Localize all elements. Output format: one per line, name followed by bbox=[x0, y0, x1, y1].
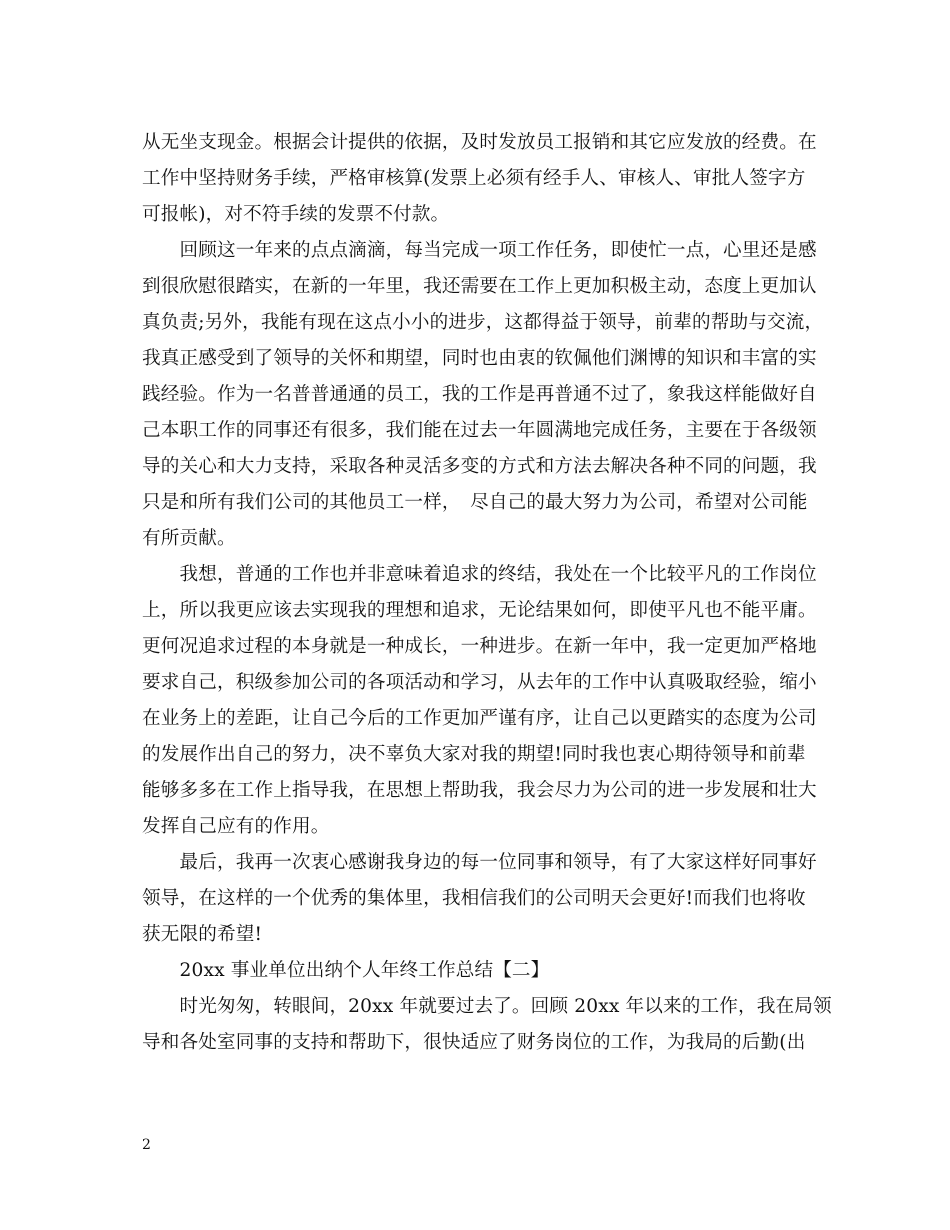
text-line: 工作中坚持财务手续，严格审核算(发票上必须有经手人、审核人、审批人签字方 bbox=[142, 168, 806, 189]
text-line: 到很欣慰很踏实，在新的一年里，我还需要在工作上更加积极主动，态度上更加认 bbox=[142, 276, 817, 297]
text-line: 践经验。作为一名普普通通的员工，我的工作是再普通不过了，象我这样能做好自 bbox=[142, 384, 817, 405]
section-heading: 20xx 事业单位出纳个人年终工作总结【二】 bbox=[142, 960, 550, 981]
text-line: 导和各处室同事的支持和帮助下，很快适应了财务岗位的工作，为我局的后勤(出 bbox=[142, 1032, 806, 1053]
text-line: 在业务上的差距，让自己今后的工作更加严谨有序，让自己以更踏实的态度为公司 bbox=[142, 708, 817, 729]
text-line: 发挥自己应有的作用。 bbox=[142, 816, 330, 837]
text-line: 我真正感受到了领导的关怀和期望，同时也由衷的钦佩他们渊博的知识和丰富的实 bbox=[142, 348, 817, 369]
text-line: 领导，在这样的一个优秀的集体里，我相信我们的公司明天会更好!而我们也将收 bbox=[142, 888, 806, 909]
text-line: 回顾这一年来的点点滴滴，每当完成一项工作任务，即使忙一点，心里还是感 bbox=[142, 240, 817, 261]
text-line: 导的关心和大力支持，采取各种灵活多变的方式和方法去解决各种不同的问题，我 bbox=[142, 456, 817, 477]
text-line: 时光匆匆，转眼间，20xx 年就要过去了。回顾 20xx 年以来的工作，我在局领 bbox=[142, 996, 832, 1017]
text-line: 从无坐支现金。根据会计提供的依据，及时发放员工报销和其它应发放的经费。在 bbox=[142, 132, 817, 153]
text-line: 最后，我再一次衷心感谢我身边的每一位同事和领导，有了大家这样好同事好 bbox=[142, 852, 817, 873]
text-line: 上，所以我更应该去实现我的理想和追求，无论结果如何，即使平凡也不能平庸。 bbox=[142, 600, 817, 621]
text-line: 有所贡献。 bbox=[142, 528, 236, 549]
text-line: 我想，普通的工作也并非意味着追求的终结，我处在一个比较平凡的工作岗位 bbox=[142, 564, 817, 585]
text-line: 更何况追求过程的本身就是一种成长，一种进步。在新一年中，我一定更加严格地 bbox=[142, 636, 817, 657]
text-line: 己本职工作的同事还有很多，我们能在过去一年圆满地完成任务，主要在于各级领 bbox=[142, 420, 817, 441]
text-line: 的发展作出自己的努力，决不辜负大家对我的期望!同时我也衷心期待领导和前辈 bbox=[142, 744, 806, 765]
page-number: 2 bbox=[142, 1137, 151, 1153]
text-line: 真负责;另外，我能有现在这点小小的进步，这都得益于领导，前辈的帮助与交流， bbox=[142, 312, 824, 333]
text-line: 只是和所有我们公司的其他员工一样， 尽自己的最大努力为公司，希望对公司能 bbox=[142, 492, 808, 513]
text-line: 能够多多在工作上指导我，在思想上帮助我，我会尽力为公司的进一步发展和壮大 bbox=[142, 780, 817, 801]
text-line: 要求自己，积级参加公司的各项活动和学习，从去年的工作中认真吸取经验，缩小 bbox=[142, 672, 817, 693]
text-line: 获无限的希望! bbox=[142, 924, 263, 945]
text-line: 可报帐)，对不符手续的发票不付款。 bbox=[142, 204, 450, 225]
